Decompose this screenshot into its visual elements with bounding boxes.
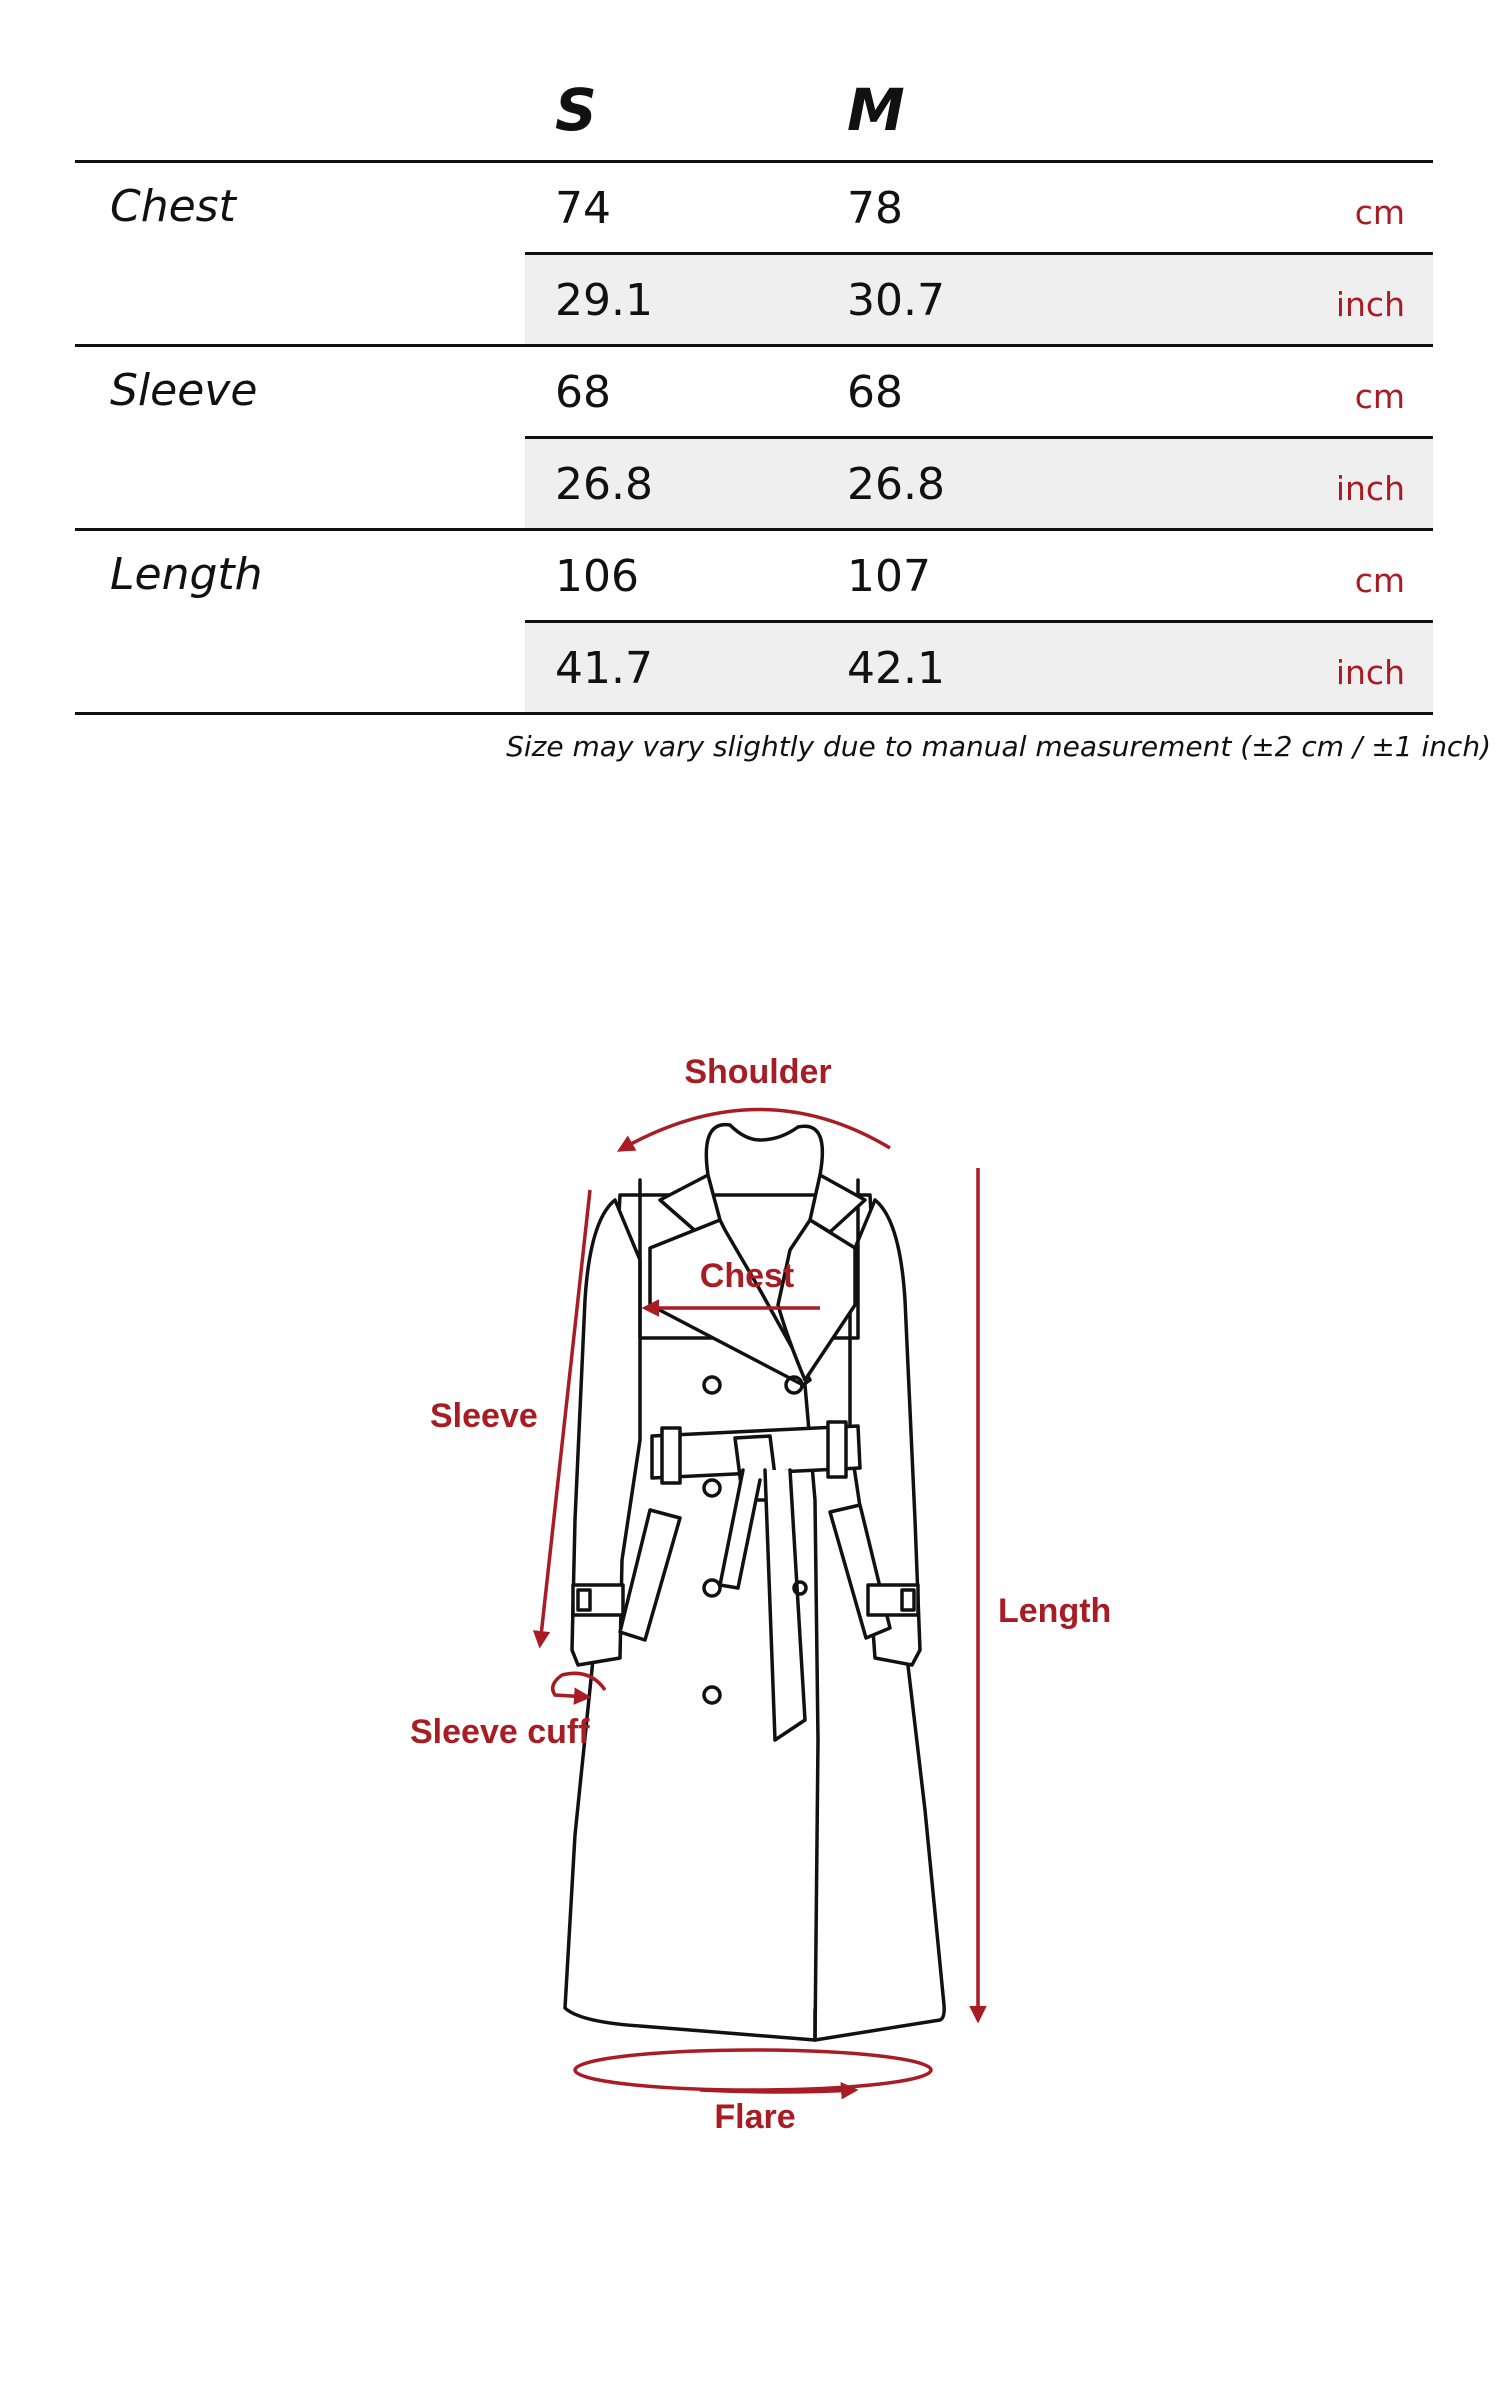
- value-s-inch: 29.1: [555, 275, 653, 326]
- value-s-cm: 68: [555, 367, 611, 418]
- sleeve-label: Sleeve: [430, 1397, 538, 1435]
- table-row-cm: [525, 531, 1433, 620]
- chest-label: Chest: [699, 1257, 795, 1295]
- size-header-m: M: [847, 76, 905, 144]
- shoulder-arrow: [620, 1109, 890, 1150]
- value-s-inch: 26.8: [555, 459, 653, 510]
- size-table: [75, 60, 1433, 715]
- measurement-footnote: Size may vary slightly due to manual measurement (±2 cm / ±1 inch): [506, 730, 1491, 763]
- measure-label: Length: [110, 549, 263, 600]
- value-s-inch: 41.7: [555, 643, 653, 694]
- shoulder-label: Shoulder: [684, 1053, 832, 1091]
- unit-cm: cm: [1354, 193, 1405, 232]
- measure-group-length: [75, 531, 1433, 715]
- table-row-inch: [525, 620, 1433, 712]
- size-header-row: [75, 60, 1433, 163]
- unit-inch: inch: [1335, 653, 1405, 692]
- value-m-inch: 42.1: [847, 643, 945, 694]
- measure-label: Sleeve: [110, 365, 258, 416]
- coat-measurement-diagram: [0, 1000, 1500, 2250]
- unit-inch: inch: [1335, 285, 1405, 324]
- flare-ellipse: [575, 2050, 931, 2090]
- measure-label: Chest: [110, 181, 236, 232]
- table-row-inch: [525, 252, 1433, 344]
- value-m-cm: 78: [847, 183, 903, 234]
- unit-cm: cm: [1354, 561, 1405, 600]
- value-m-cm: 107: [847, 551, 931, 602]
- measure-group-sleeve: [75, 347, 1433, 531]
- value-m-inch: 26.8: [847, 459, 945, 510]
- unit-inch: inch: [1335, 469, 1405, 508]
- flare-label: Flare: [714, 2098, 796, 2136]
- value-m-inch: 30.7: [847, 275, 945, 326]
- value-m-cm: 68: [847, 367, 903, 418]
- measure-group-chest: [75, 163, 1433, 347]
- size-header-s: S: [555, 76, 597, 144]
- unit-cm: cm: [1354, 377, 1405, 416]
- value-s-cm: 74: [555, 183, 611, 234]
- length-label: Length: [998, 1592, 1112, 1630]
- table-row-cm: [525, 163, 1433, 252]
- sleeve-cuff-label: Sleeve cuff: [410, 1713, 590, 1751]
- value-s-cm: 106: [555, 551, 639, 602]
- flare-arrow: [700, 2090, 855, 2092]
- table-row-cm: [525, 347, 1433, 436]
- table-row-inch: [525, 436, 1433, 528]
